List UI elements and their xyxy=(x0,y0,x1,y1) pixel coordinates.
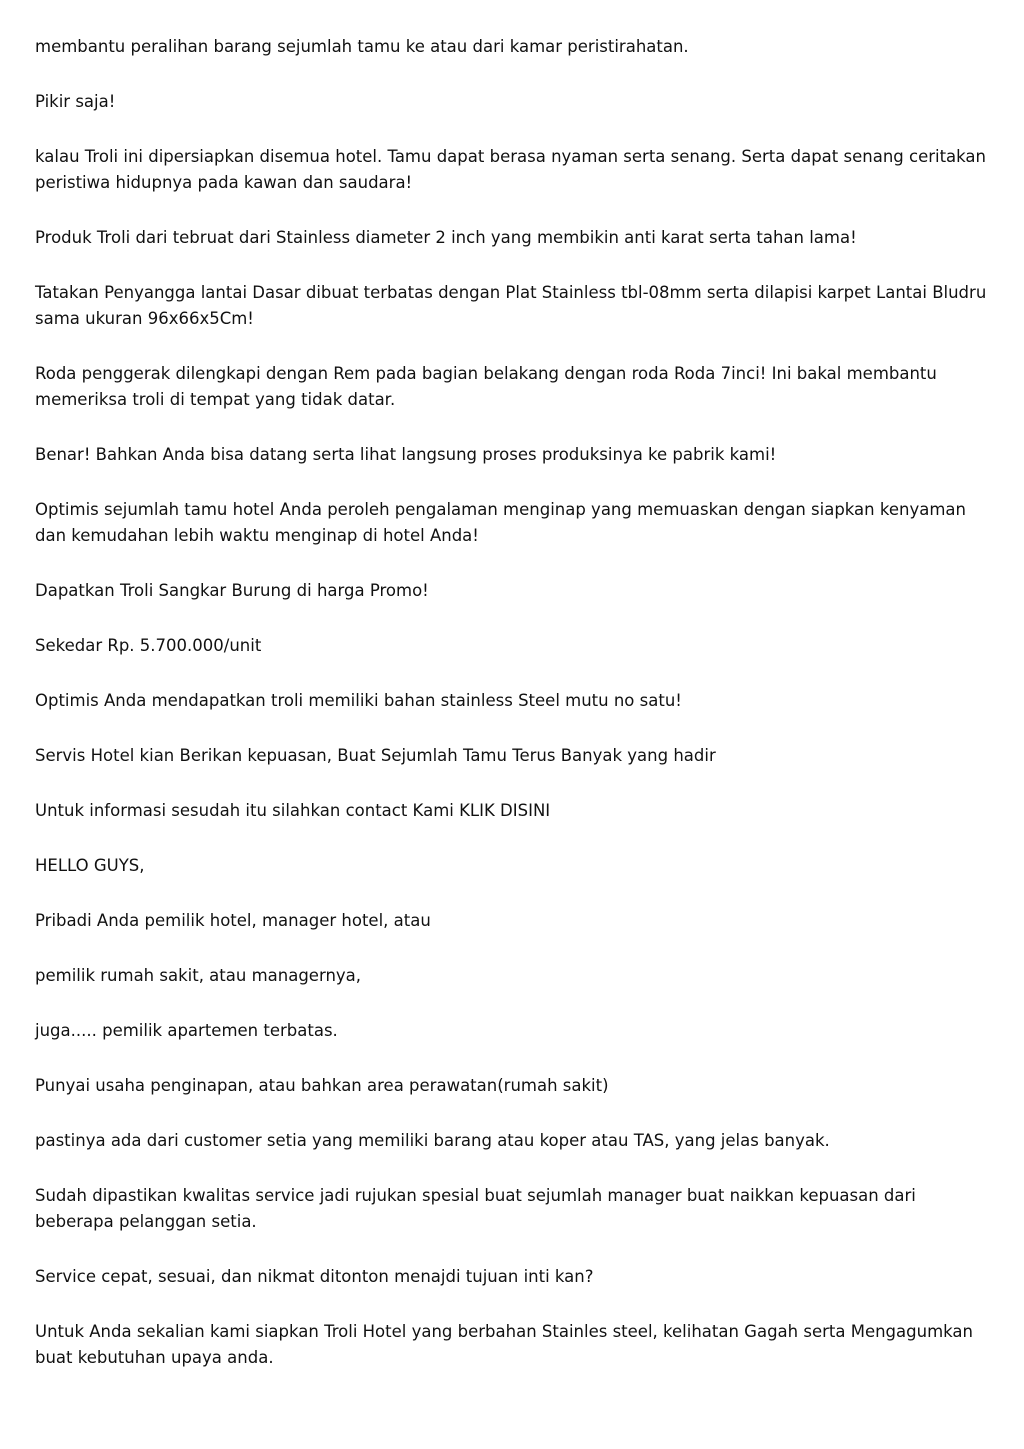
paragraph: pastinya ada dari customer setia yang memiliki barang atau koper atau TAS, yang jelas banyak. xyxy=(35,1131,830,1150)
paragraph: Tatakan Penyangga lantai Dasar dibuat terbatas dengan Plat Stainless tbl-08mm serta dilapisi karpet Lantai Bludru sama ukuran 96x66x5Cm! xyxy=(35,283,987,328)
paragraph: Benar! Bahkan Anda bisa datang serta lihat langsung proses produksinya ke pabrik kami! xyxy=(35,445,777,464)
paragraph: Sudah dipastikan kwalitas service jadi rujukan spesial buat sejumlah manager buat naikkan kepuasan dari beberapa pelanggan setia. xyxy=(35,1186,916,1231)
paragraph: Pribadi Anda pemilik hotel, manager hotel, atau xyxy=(35,911,431,930)
paragraph: juga..... pemilik apartemen terbatas. xyxy=(35,1021,338,1040)
paragraph: Service cepat, sesuai, dan nikmat ditonton menajdi tujuan inti kan? xyxy=(35,1267,594,1286)
price-text: Sekedar Rp. 5.700.000/unit xyxy=(35,636,262,655)
paragraph: Pikir saja! xyxy=(35,92,116,111)
paragraph: Produk Troli dari tebruat dari Stainless diameter 2 inch yang membikin anti karat serta tahan lama! xyxy=(35,228,857,247)
paragraph: Untuk Anda sekalian kami siapkan Troli Hotel yang berbahan Stainles steel, kelihatan Gagah serta Mengagumkan buat kebutuhan upaya anda. xyxy=(35,1322,973,1367)
paragraph: Servis Hotel kian Berikan kepuasan, Buat Sejumlah Tamu Terus Banyak yang hadir xyxy=(35,746,716,765)
paragraph: Optimis sejumlah tamu hotel Anda peroleh pengalaman menginap yang memuaskan dengan siapkan kenyaman dan kemudahan lebih waktu menginap di hotel Anda! xyxy=(35,500,966,545)
greeting-text: HELLO GUYS, xyxy=(35,856,145,875)
document-body xyxy=(35,34,995,1371)
contact-text: Untuk informasi sesudah itu silahkan contact Kami KLIK DISINI xyxy=(35,801,551,820)
paragraph: Punyai usaha penginapan, atau bahkan area perawatan(rumah sakit) xyxy=(35,1076,609,1095)
paragraph: Optimis Anda mendapatkan troli memiliki bahan stainless Steel mutu no satu! xyxy=(35,691,682,710)
paragraph: kalau Troli ini dipersiapkan disemua hotel. Tamu dapat berasa nyaman serta senang. Serta dapat senang ceritakan peristiwa hidupnya pada kawan dan saudara! xyxy=(35,147,986,192)
promo-heading: Dapatkan Troli Sangkar Burung di harga Promo! xyxy=(35,581,429,600)
paragraph: pemilik rumah sakit, atau managernya, xyxy=(35,966,362,985)
paragraph: Roda penggerak dilengkapi dengan Rem pada bagian belakang dengan roda Roda 7inci! Ini bakal membantu memeriksa troli di tempat yang tidak datar. xyxy=(35,364,937,409)
paragraph: membantu peralihan barang sejumlah tamu ke atau dari kamar peristirahatan. xyxy=(35,37,689,56)
